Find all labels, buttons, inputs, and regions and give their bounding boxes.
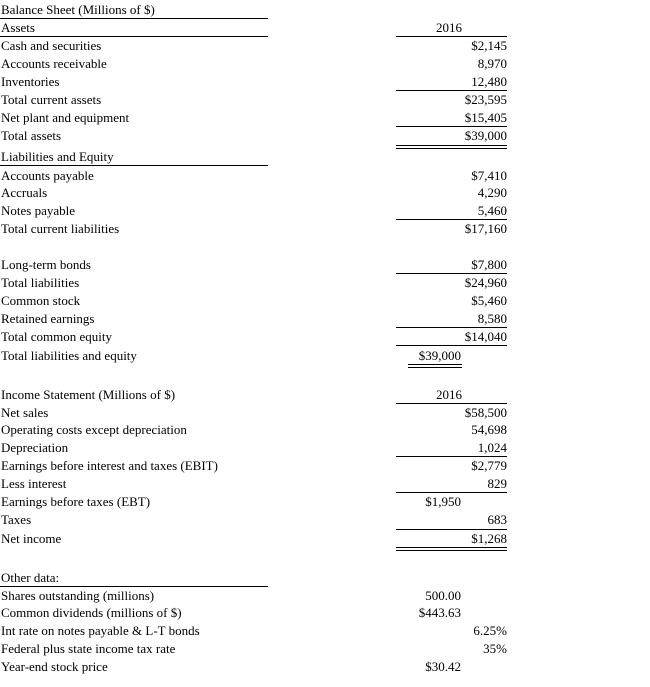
asset-value: $2,145 [471, 38, 507, 53]
other-data-label: Common dividends (millions of $) [1, 605, 182, 620]
subtotal-rule [396, 327, 507, 328]
income-value: $2,779 [471, 458, 507, 473]
other-data-value: 500.00 [425, 588, 461, 603]
liabilities-header-underline [0, 165, 268, 166]
balance-sheet-title: Balance Sheet (Millions of $) [1, 2, 155, 17]
asset-value: 12,480 [471, 74, 507, 89]
liability-value: $17,160 [464, 221, 507, 236]
liability-value: $24,960 [464, 275, 507, 290]
balance-year-header: 2016 [436, 20, 462, 35]
year-header-underline [396, 403, 507, 404]
income-label: Operating costs except depreciation [1, 422, 187, 437]
income-label: Less interest [1, 476, 67, 491]
liability-value: 5,460 [477, 203, 507, 218]
total-liabilities-equity-value: $39,000 [418, 348, 461, 363]
income-label: Earnings before interest and taxes (EBIT) [1, 458, 218, 473]
other-data-value: $443.63 [418, 605, 461, 620]
income-value: $1,950 [425, 494, 461, 509]
income-label: Depreciation [1, 440, 69, 455]
net-income-double-rule [396, 547, 507, 551]
equity-label: Common stock [1, 293, 81, 308]
other-data-value: 35% [483, 641, 507, 656]
income-value: $1,268 [471, 531, 507, 546]
liability-label: Notes payable [1, 203, 76, 218]
asset-value: $15,405 [464, 110, 507, 125]
title-underline [0, 18, 268, 19]
equity-label: Total liabilities and equity [1, 348, 137, 363]
income-year-header: 2016 [436, 387, 462, 402]
asset-value: 8,970 [477, 56, 507, 71]
income-value: 1,024 [477, 440, 507, 455]
income-label: Earnings before taxes (EBT) [1, 494, 151, 509]
income-statement-title: Income Statement (Millions of $) [1, 387, 176, 402]
assets-header-underline [0, 36, 268, 37]
asset-label: Total assets [1, 128, 62, 143]
equity-value: 8,580 [477, 311, 507, 326]
year-header-underline [396, 36, 507, 37]
subtotal-rule [396, 345, 507, 346]
subtotal-rule [396, 492, 507, 493]
assets-header: Assets [1, 20, 35, 35]
liability-value: $7,800 [471, 257, 507, 272]
other-data-value: 6.25% [473, 623, 507, 638]
liability-label: Long-term bonds [1, 257, 91, 272]
total-double-rule [408, 364, 462, 368]
asset-label: Inventories [1, 74, 60, 89]
asset-label: Accounts receivable [1, 56, 107, 71]
income-value: 683 [487, 512, 507, 527]
other-data-label: Year-end stock price [1, 659, 108, 674]
asset-label: Net plant and equipment [1, 110, 130, 125]
other-data-label: Shares outstanding (millions) [1, 588, 155, 603]
liabilities-header: Liabilities and Equity [1, 149, 114, 164]
equity-label: Retained earnings [1, 311, 95, 326]
subtotal-rule [396, 219, 507, 220]
subtotal-rule [396, 456, 507, 457]
asset-value: $23,595 [464, 92, 507, 107]
subtotal-rule [396, 90, 507, 91]
income-value: 54,698 [471, 422, 507, 437]
asset-value: $39,000 [464, 128, 507, 143]
asset-label: Total current assets [1, 92, 102, 107]
subtotal-rule [396, 273, 507, 274]
total-double-rule [396, 145, 507, 149]
liability-value: $7,410 [471, 168, 507, 183]
liability-label: Total liabilities [1, 275, 80, 290]
subtotal-rule [396, 126, 507, 127]
other-data-value: $30.42 [425, 659, 461, 674]
other-data-underline [0, 586, 268, 587]
equity-value: $14,040 [464, 329, 507, 344]
equity-label: Total common equity [1, 329, 113, 344]
income-label: Taxes [1, 512, 32, 527]
other-data-label: Federal plus state income tax rate [1, 641, 176, 656]
income-label: Net income [1, 531, 62, 546]
liability-label: Accounts payable [1, 168, 94, 183]
equity-value: $5,460 [471, 293, 507, 308]
liability-value: 4,290 [477, 185, 507, 200]
income-value: $58,500 [464, 405, 507, 420]
other-data-label: Int rate on notes payable & L-T bonds [1, 623, 200, 638]
liability-label: Total current liabilities [1, 221, 120, 236]
asset-label: Cash and securities [1, 38, 102, 53]
income-label: Net sales [1, 405, 49, 420]
liability-label: Accruals [1, 185, 48, 200]
income-value: 829 [487, 476, 507, 491]
other-data-title: Other data: [1, 570, 60, 585]
subtotal-rule [396, 529, 507, 530]
